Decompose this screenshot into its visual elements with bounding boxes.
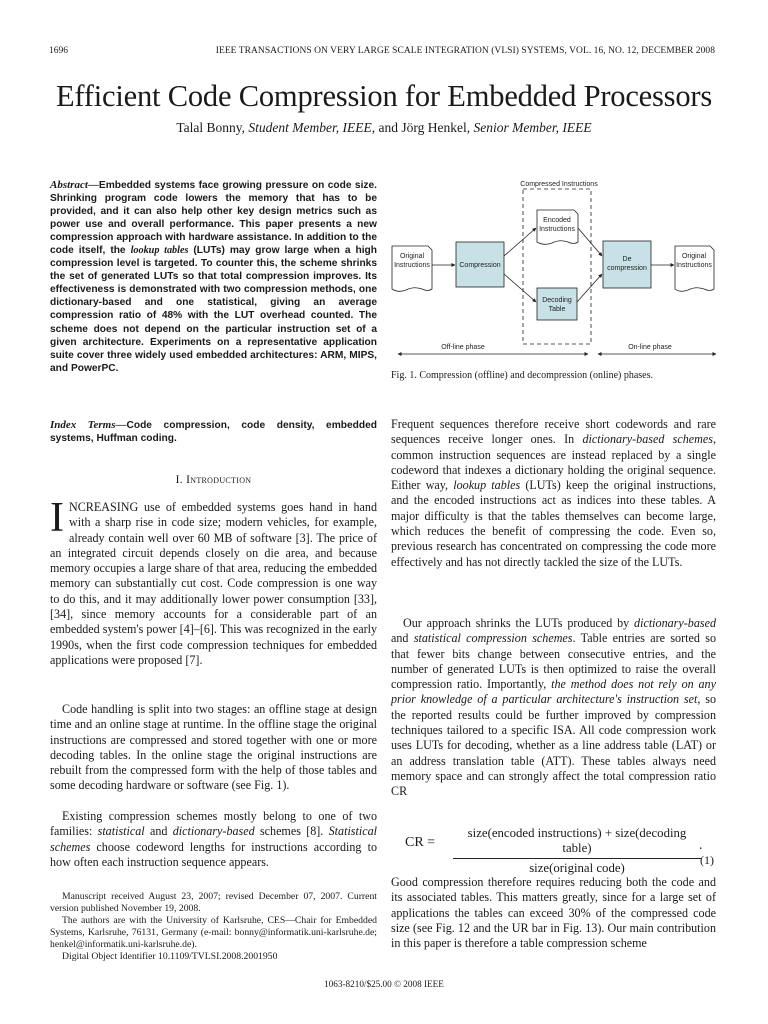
copyright-footer: 1063-8210/$25.00 © 2008 IEEE — [324, 979, 444, 989]
label-table: Table — [548, 306, 566, 313]
body-paragraph — [391, 616, 716, 800]
author-line: Talal Bonny, Student Member, IEEE, and Jörg Henkel, Senior Member, IEEE — [176, 120, 592, 135]
label-original: Original — [399, 253, 425, 260]
emphasis: lookup tables — [453, 478, 521, 493]
footnote-affiliation: The authors are with the University of Karlsruhe, CES—Chair for Embedded Systems, Karlsruhe, 76131, Germany (e-mail: bonny@informatik.uni-karlsruhe.de; henkel@informatik.uni-karlsruhe.de). — [50, 915, 377, 950]
decompression-block — [603, 241, 651, 288]
online-phase-label: On-line phase — [628, 344, 672, 351]
paragraph-text: (LUTs) keep the original instructions, and the encoded instructions act as indices into these tables. A major difficulty is that the tables themselves can become large, which reduces the benefit of compressing the code. Even so, previous research has concentrated on compressing the code more effectively and has not directly tackled the size of the LUTs. — [391, 478, 717, 569]
body-paragraph: Good compression therefore requires reducing both the code and its associated tables. This matters greatly, since for a large set of applications the tables can exceed 30% of the compressed code size (see Fig. 12 and the UR bar in Fig. 13). Our main contribution in this paper is therefore a table compression scheme — [391, 875, 716, 951]
label-compression: Compression — [459, 262, 501, 269]
paragraph-text: Frequent sequences therefore receive short codewords and rare sequences receive longer ones. In — [391, 417, 716, 447]
author-membership: Senior Member, IEEE — [473, 120, 592, 135]
encoded-instructions-doc — [537, 210, 578, 244]
emphasis: the method does not rely on any prior knowledge of a particular architecture's instruction set — [391, 677, 716, 707]
emphasis: statistical compression schemes — [413, 631, 573, 646]
label-decoding: Decoding — [542, 297, 572, 304]
intro-paragraph — [50, 809, 377, 870]
author-name: Talal Bonny — [176, 120, 242, 135]
section-title-initial: I — [186, 474, 191, 486]
paragraph-text: and — [391, 631, 414, 646]
equation-numerator: size(encoded instructions) + size(decoding table) — [453, 826, 701, 859]
section-title-rest: ntroduction — [190, 474, 252, 486]
emphasis: dictionary-based schemes — [582, 432, 713, 447]
figure-caption: Fig. 1. Compression (offline) and decompression (online) phases. — [391, 370, 653, 381]
abstract-text: Embedded systems face growing pressure on code size. Shrinking program code lowers the memory that has to be provided, and it can also help other key design metrics such as power use and overall performance. This paper presents a new compression approach with hardware assistance. In addition to the code itself, the — [50, 180, 377, 257]
label-instructions: Instructions — [676, 262, 712, 269]
body-paragraph — [391, 417, 716, 570]
decoding-table-block — [537, 288, 577, 320]
equation-number: (1) — [700, 853, 714, 867]
label-encoded: Encoded — [543, 217, 571, 224]
equation-1 — [391, 823, 716, 875]
section-title — [186, 474, 251, 486]
abstract-text: (LUTs) may grow large when a high compression level is targeted. To counter this, the scheme shrinks the set of generated LUTs so that total compression improves. Its effectiveness is demonstrated with two compression methods, one dictionary-based and one statistical, giving an average compression ratio of 48% with the LUT overhead counted. The scheme does not depend on the particular instruction set of a given architecture. Experiments on a representative application suite cover three widely used embedded architectures: ARM, MIPS, and PowerPC. — [50, 245, 377, 374]
equation-fraction — [453, 826, 701, 876]
label-instructions: Instructions — [539, 226, 575, 233]
original-instructions-doc-right — [675, 246, 714, 291]
paragraph-text: , common instruction sequences are instead replaced by a single codeword that indexes a dictionary holding the original sequence. Either way, — [391, 432, 716, 493]
paragraph-text: choose codeword lengths for instructions according to how often each instruction sequence appears. — [50, 839, 377, 869]
emphasis: dictionary-based — [634, 616, 716, 630]
index-terms — [50, 419, 377, 446]
paragraph-text: , so the reported results could be further improved by compression techniques tailored to a specific ISA. All code compression work uses LUTs for decoding, whether as a line address table (LAT) or an address translation table (ATT). These tables always need memory space and can strongly affect the total compression ratio CR — [391, 692, 716, 799]
paragraph-text: . Table entries are sorted so that fewer bits change between consecutive entries, and the number of generated LUTs is then optimized to raise the overall compression ratio. Importantly, — [391, 631, 716, 692]
paper-title: Efficient Code Compression for Embedded Processors — [55, 79, 713, 113]
drop-cap: I — [50, 495, 64, 541]
compressed-instructions-label: Compressed Instructions — [520, 181, 598, 188]
label-original: Original — [681, 253, 707, 260]
emphasis: dictionary-based — [172, 824, 255, 839]
arrow-compression-to-encoded — [504, 228, 536, 256]
running-header: IEEE TRANSACTIONS ON VERY LARGE SCALE INTEGRATION (VLSI) SYSTEMS, VOL. 16, NO. 12, DECEMBER 2008 — [215, 46, 715, 56]
author-membership: Student Member, IEEE — [248, 120, 372, 135]
original-instructions-doc-left — [392, 246, 432, 291]
arrow-encoded-to-decompression — [578, 228, 602, 256]
paragraph-text: NCREASING use of embedded systems goes hand in hand with a sharp rise in code size; modern vehicles, for example, already contain well over 60 MB of software [3]. The price of an integrated circuit depends closely on die area, and because memory occupies a large share of that area, reducing the embedded memory can substantially cut cost. Code compression is one way to do this, and it may additionally lower power consumption [33], [34], since memory accounts for a considerable part of an embedded system's power [4]–[6]. This was recognized in the early 1990s, when the first code compression techniques for embedded applications were proposed [7]. — [50, 500, 377, 667]
paragraph-text: Our approach shrinks the LUTs produced by — [403, 616, 635, 630]
emphasis: statistical — [97, 824, 145, 839]
index-terms-text: Code compression, code density, embedded systems, Huffman coding. — [50, 420, 377, 445]
intro-paragraph — [50, 495, 377, 668]
label-instructions: Instructions — [394, 262, 430, 269]
label-compression-lower: compression — [607, 265, 647, 272]
section-numeral: I. — [175, 474, 183, 486]
footnote-doi: Digital Object Identifier 10.1109/TVLSI.2008.2001950 — [62, 951, 278, 962]
equation-denominator: size(original code) — [529, 861, 625, 875]
author-name: Jörg Henkel — [401, 120, 467, 135]
equation-lhs: CR = — [405, 835, 436, 850]
equation-period: . — [699, 838, 703, 853]
abstract — [50, 179, 377, 375]
label-de: De — [622, 256, 632, 263]
paragraph-text: Existing compression schemes mostly belong to one of two families: — [50, 809, 377, 839]
section-heading — [50, 474, 377, 486]
emphasis: Statistical schemes — [50, 824, 377, 854]
footnote-manuscript: Manuscript received August 23, 2007; revised December 07, 2007. Current version published November 19, 2008. — [50, 891, 377, 914]
abstract-label: Abstract— — [50, 179, 99, 191]
compression-block — [456, 242, 504, 287]
page-number: 1696 — [49, 46, 68, 56]
author-conjunction: , and — [371, 120, 399, 135]
arrow-compression-to-table — [504, 274, 536, 302]
abstract-term: lookup tables — [130, 245, 189, 257]
index-terms-label: Index Terms— — [50, 419, 127, 431]
figure-1-diagram — [388, 176, 718, 361]
intro-paragraph: Code handling is split into two stages: an offline stage at design time and an online stage at runtime. In the offline stage the original instructions are compressed and stored together with one or more decoding tables. In the online stage the original instructions are rebuilt from the compressed form with the help of those tables and some decoding hardware or software (see Fig. 1). — [50, 702, 377, 793]
arrow-table-to-decompression — [577, 274, 602, 302]
offline-phase-label: Off-line phase — [441, 344, 485, 351]
paragraph-text: and — [144, 824, 173, 839]
footnote — [50, 891, 377, 963]
paragraph-text: schemes [8]. — [254, 824, 329, 839]
